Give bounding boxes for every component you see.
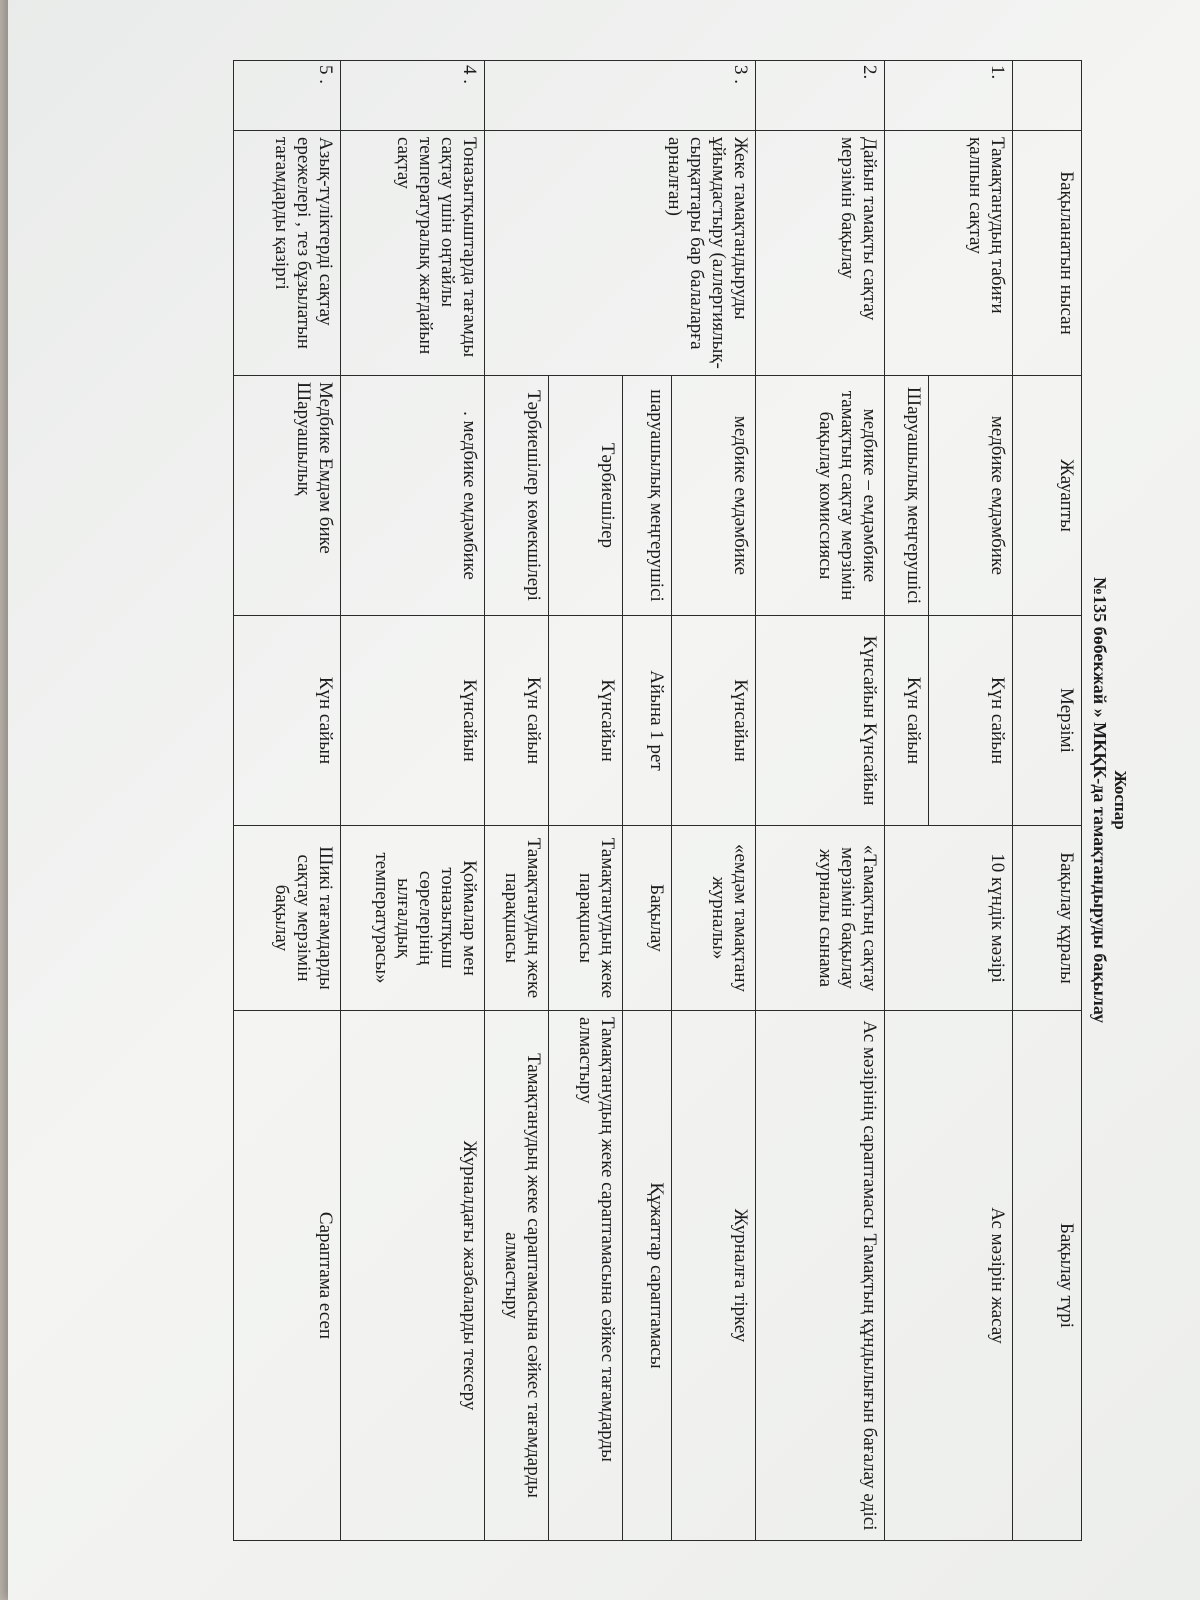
header-cell: Жауапты: [1013, 376, 1082, 616]
table-cell: Күнсайын: [672, 616, 756, 826]
table-cell: Тамақтанудың жеке сараптамасына сәйкес тағамдарды алмастыру: [485, 1011, 549, 1541]
table-cell: Күн сайын: [485, 616, 549, 826]
table-cell: Тамақтанудың жеке сараптамасына сәйкес тағамдарды алмастыру: [549, 1011, 623, 1541]
document-page: [70, 50, 1130, 1550]
table-row: [929, 61, 1013, 1541]
document-title: Жоспар: [1111, 770, 1130, 830]
table-row: [234, 61, 341, 1541]
table-cell: Құжаттар сараптамасы: [623, 1011, 672, 1541]
table-cell: Қоймалар мен тоназытқыш сөрелерінің ылғалдық температурасы»: [341, 826, 485, 1011]
table-cell: 4 .: [341, 61, 485, 131]
table-cell: Күнсайын Күнсайын: [756, 616, 885, 826]
table-cell: 3 .: [485, 61, 756, 131]
table-cell: шаруашылық меңгерушісі: [623, 376, 672, 616]
table-row: [756, 61, 885, 1541]
table-cell: 2.: [756, 61, 885, 131]
table-cell: Тәрбиешілер көмекшілері: [485, 376, 549, 616]
table-cell: Журналдағы жазбаларды тексеру: [341, 1011, 485, 1541]
table-cell: Тоназытқыштарда тағамды сақтау үшін оңтайлы температуралық жағдайын сақтау: [341, 131, 485, 376]
table-cell: Күнсайын: [549, 616, 623, 826]
header-cell: [1013, 61, 1082, 131]
table-cell: Журналға тіркеу: [672, 1011, 756, 1541]
table-cell: Күн сайын: [929, 616, 1013, 826]
table-cell: медбике емдәмбике: [672, 376, 756, 616]
table-cell: Тамақтанудың табиғи қалпын сақтау: [885, 131, 1013, 376]
table-cell: Сараптама есеп: [234, 1011, 341, 1541]
header-cell: Мерзімі: [1013, 616, 1082, 826]
table-cell: медбике – емдәмбике тамақтың сақтау мерзімін бақылау комиссиясы: [756, 376, 885, 616]
table-cell: Шикі тағамдарды сақтау мерзімін бақылау: [234, 826, 341, 1011]
table-cell: Тамақтанудың жеке парақшасы: [549, 826, 623, 1011]
document-subtitle: №135 бөбекжай » МКҚК-да тамақтандыруды бақылау: [1090, 577, 1110, 1023]
header-cell: Бақылау түрі: [1013, 1011, 1082, 1541]
table-header-row: [1013, 61, 1082, 1541]
table-cell: Күнсайын: [341, 616, 485, 826]
table-cell: «Тамақтың сақтау мерзімін бақылау журналы сынама: [756, 826, 885, 1011]
table-cell: Айына 1 рет: [623, 616, 672, 826]
table-cell: Тамақтанудың жеке парақшасы: [485, 826, 549, 1011]
table-cell: Шаруашылық меңгерушісі: [885, 376, 929, 616]
table-cell: Ас мәзірінің сараптамасы Тамақтың құндылығын бағалау әдісі: [756, 1011, 885, 1541]
table-cell: «емдәм тамақтану журналы»: [672, 826, 756, 1011]
table-cell: 1.: [885, 61, 1013, 131]
table-cell: Күн сайын: [234, 616, 341, 826]
table-cell: 10 күндік мәзірі: [885, 826, 1013, 1011]
table-cell: . медбике емдәмбике: [341, 376, 485, 616]
control-plan-table: [233, 60, 1082, 1541]
table-cell: 5 .: [234, 61, 341, 131]
table-cell: Күн сайын: [885, 616, 929, 826]
table-cell: Азық-түліктерді сақтау ережелері , тез бұзылатын тағамдарды қазіргі: [234, 131, 341, 376]
table-cell: Жеке тамақтандыруды ұйымдастыру (аллергиялық-сырқаттары бар балаларға арналған): [485, 131, 756, 376]
table-cell: Бақылау: [623, 826, 672, 1011]
header-cell: Бақыланатын нысан: [1013, 131, 1082, 376]
table-row: [341, 61, 485, 1541]
table-cell: Ас мәзірін жасау: [885, 1011, 1013, 1541]
table-cell: Тәрбиешілер: [549, 376, 623, 616]
table-row: [672, 61, 756, 1541]
table-cell: Медбике Емдәм бике Шаруашылық: [234, 376, 341, 616]
header-cell: Бақылау құралы: [1013, 826, 1082, 1011]
table-cell: медбике емдәмбике: [929, 376, 1013, 616]
table-cell: Дайын тамақты сақтау мерзімін бақылау: [756, 131, 885, 376]
